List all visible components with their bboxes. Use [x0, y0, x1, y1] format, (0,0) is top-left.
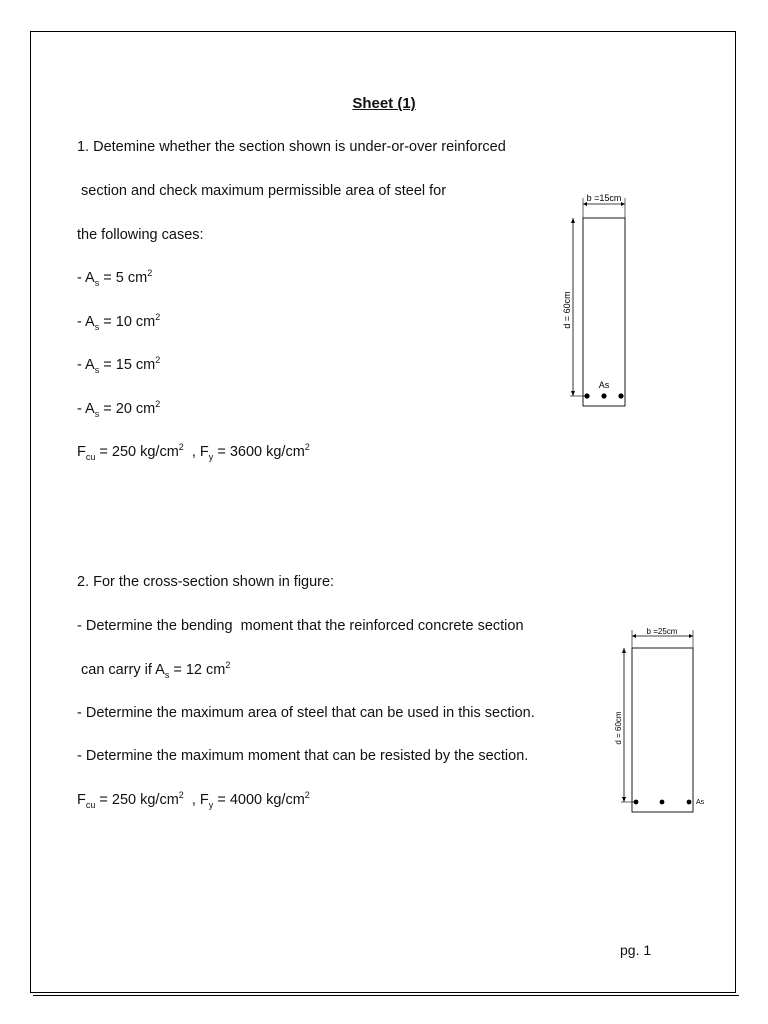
rebar: [687, 800, 692, 805]
problem2-line4: - Determine the maximum area of steel that can be used in this section.: [77, 705, 535, 721]
problem1-case: - $A_s = 10$ $cm^2$: [77, 312, 161, 332]
problem1-case: - $A_s = 5$ $cm^2$: [77, 268, 153, 288]
problem1-case: - $A_s = 20$ $cm^2$: [77, 399, 161, 419]
problem2-materials: $F_{cu} = 250$ $kg/cm^2$ , $F_y = 4000$ $kg/cm^2$: [77, 790, 310, 810]
problem1-line3: the following cases:: [77, 227, 204, 243]
rebar: [660, 800, 665, 805]
problem1-materials: $F_{cu} = 250$ $kg/cm^2$ , $F_y = 3600$ $kg/cm^2$: [77, 442, 310, 462]
problem1-line2: section and check maximum permissible area of steel for: [81, 183, 447, 199]
steel-label: As: [598, 380, 610, 390]
rebar: [634, 800, 639, 805]
width-label: b =25cm: [646, 627, 678, 636]
problem1-case: - $A_s = 15$ $cm^2$: [77, 355, 161, 375]
steel-label: As: [696, 799, 705, 806]
rebar: [618, 393, 623, 398]
section-figure-2: [608, 624, 718, 816]
rebar: [601, 393, 606, 398]
rebar: [584, 393, 589, 398]
depth-label: d = 60cm: [614, 711, 623, 745]
section-figure-1: [560, 190, 640, 410]
page-number: pg. 1: [620, 942, 652, 958]
problem2-line5: - Determine the maximum moment that can be resisted by the section.: [77, 748, 529, 764]
depth-label: d = 60cm: [562, 291, 572, 329]
problem2-line3: can carry if $A_s = 12$ $cm^2$: [81, 660, 231, 680]
sheet-title: Sheet (1): [352, 95, 416, 112]
problem2-line2: - Determine the bending moment that the reinforced concrete section: [77, 618, 524, 634]
problem1-line1: 1. Detemine whether the section shown is under-or-over reinforced: [77, 139, 506, 155]
width-label: b =15cm: [586, 193, 622, 203]
page-border: [30, 31, 736, 993]
problem2-line1: 2. For the cross-section shown in figure:: [77, 574, 335, 590]
